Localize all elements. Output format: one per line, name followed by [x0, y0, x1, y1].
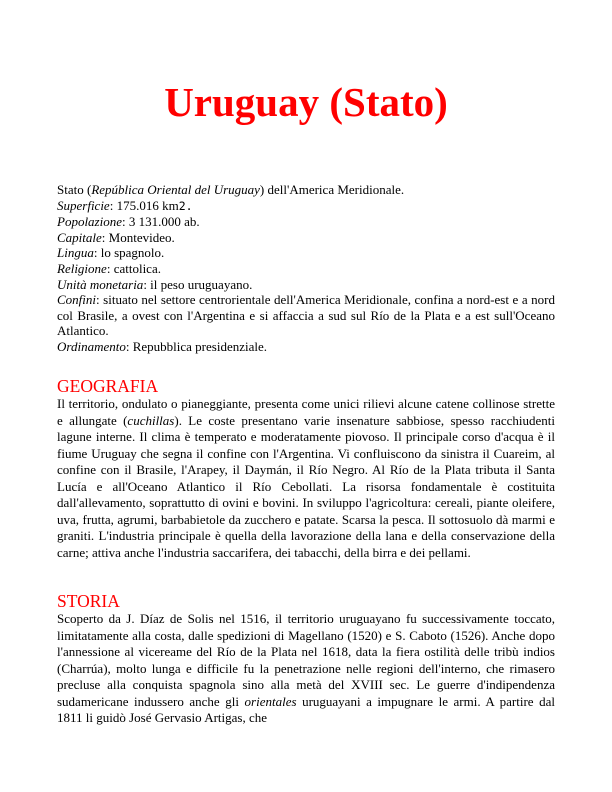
section-storia [57, 592, 555, 727]
body-text: Scoperto da J. Díaz de Solis nel 1516, il territorio uruguayano fu successivamente toccato, limitatamente alla costa, dalle spedizioni di Magellano (1520) e S. Caboto (1526). Anche dopo l'annessione al vicereame del Río de la Plata nel 1618, data la fiera ostilità delle tribù indios (Charrúa), molto lunga e difficile fu la penetrazione nelle regioni dell'interno, che rimasero precluse alla conquista spagnola sino alla metà del XVIII sec. Le guerre d'indipendenza sudamericane indussero anche gli [57, 611, 555, 709]
body-text: uruguayani a impugnare le armi. A partire dal 1811 li guidò José Gervasio Artigas, che [57, 693, 555, 725]
fact-capitale [57, 230, 555, 246]
intro-pre: Stato ( [57, 182, 92, 197]
fact-value: : 175.016 km [109, 197, 179, 213]
body-italic: orientales [244, 693, 297, 709]
fact-value: : 3 131.000 ab. [122, 214, 200, 230]
fact-label: Capitale [57, 229, 102, 245]
intro-line [57, 182, 555, 198]
fact-value: : lo spagnolo. [93, 245, 165, 261]
fact-label: Lingua [57, 245, 94, 261]
fact-unit-suffix: 2. [178, 198, 193, 213]
section-heading-geografia: GEOGRAFIA [57, 376, 159, 396]
fact-popolazione [57, 214, 555, 230]
fact-value: : cattolica. [106, 260, 161, 276]
fact-label: Superficie [57, 197, 110, 213]
country-facts [57, 182, 555, 355]
section-body-storia [57, 611, 555, 727]
fact-label: Popolazione [57, 214, 122, 230]
fact-value: : situato nel settore centrorientale dell'America Meridionale, confina a nord-est e a nord col Brasile, a ovest con l'Argentina e si affaccia a sud sul Río de la Plata e a est sull'Oceano Atlantico. [57, 292, 555, 339]
fact-ordinamento [57, 339, 555, 355]
fact-label: Confini [57, 292, 97, 308]
body-text: ). Le coste presentano varie insenature sabbiose, spesso racchiudenti lagune interne. Il clima è temperato e moderatamente piovoso. Il principale corso d'acqua è il fiume Uruguay che segna il confine con l'Argentina. Vi confluiscono da sinistra il Cuareim, al confine con il Brasile, l'Arapey, il Daymán, il Río Negro. Al Río de la Plata tributa il Santa Lucía e all'Oceano Atlantico il Río Cebollati. La risorsa fondamentale è costituita dall'allevamento, soprattutto di ovini e bovini. In sviluppo l'agricoltura: cereali, piante oleifere, uva, frutta, agrumi, barbabietole da zucchero e patate. Scarsa la pesca. Il sottosuolo dà marmi e graniti. L'industria principale è quella della lavorazione della lana e della conservazione della carne; attiva anche l'industria saccarifera, dei tabacchi, della birra e dei pellami. [57, 412, 555, 560]
section-geografia [57, 377, 555, 561]
fact-label: Unità monetaria [57, 276, 144, 292]
fact-value: : Montevideo. [101, 229, 175, 245]
fact-lingua [57, 245, 555, 261]
fact-confini [57, 292, 555, 339]
fact-unita-monetaria [57, 277, 555, 293]
fact-religione [57, 261, 555, 277]
body-text: Il territorio, ondulato o pianeggiante, presenta come unici rilievi alcune catene collinose strette e allungate ( [57, 396, 555, 428]
section-heading-storia: STORIA [57, 591, 120, 611]
fact-value: : il peso uruguayano. [143, 276, 253, 292]
page-title: Uruguay (Stato) [164, 79, 448, 125]
intro-post: ) dell'America Meridionale. [259, 182, 405, 197]
fact-superficie [57, 198, 555, 215]
fact-label: Ordinamento [57, 338, 126, 354]
body-italic: cuchillas [127, 412, 175, 428]
official-name: República Oriental del Uruguay [91, 182, 260, 197]
section-body-geografia [57, 396, 555, 561]
fact-value: : Repubblica presidenziale. [125, 338, 267, 354]
fact-label: Religione [57, 260, 107, 276]
